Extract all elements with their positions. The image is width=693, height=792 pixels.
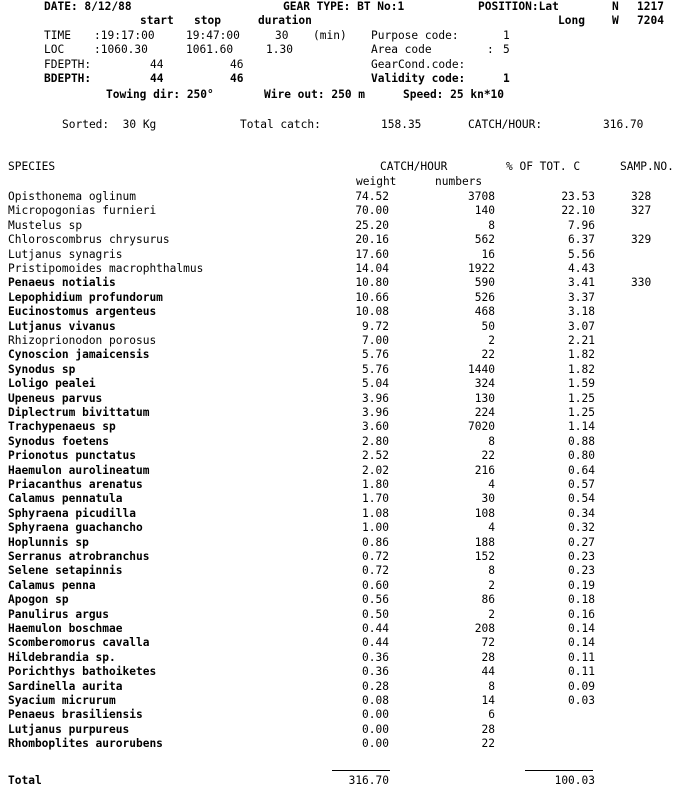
total-weight: 316.70 — [348, 774, 389, 787]
catch-weight: 2.80 — [362, 434, 389, 448]
table-row — [0, 392, 693, 406]
table-row — [0, 478, 693, 492]
catch-weight: 0.86 — [362, 535, 389, 549]
long-label: Long — [558, 14, 585, 27]
catch-weight: 3.96 — [362, 406, 389, 419]
table-row — [0, 608, 693, 622]
table-row — [0, 665, 693, 679]
towing-direction: Towing dir: 250° — [106, 88, 214, 101]
species-name: Pristipomoides macrophthalmus — [8, 262, 204, 275]
table-row — [0, 377, 693, 391]
table-row — [0, 291, 693, 305]
percent-of-total: 0.32 — [568, 521, 595, 535]
percent-of-total: 0.23 — [568, 564, 595, 578]
numbers-subheader: numbers — [435, 175, 483, 188]
catch-numbers: 562 — [474, 233, 495, 247]
catch-numbers: 152 — [474, 550, 495, 563]
table-row — [0, 363, 693, 377]
table-row — [0, 305, 693, 319]
total-catch-label: Total catch: — [240, 118, 321, 131]
species-name: Trachypenaeus sp — [8, 420, 116, 434]
catch-weight: 2.52 — [362, 449, 389, 463]
species-name: Priacanthus arenatus — [8, 478, 143, 491]
catch-numbers: 3708 — [468, 190, 495, 203]
catch-numbers: 8 — [488, 564, 495, 578]
table-row — [0, 219, 693, 233]
catch-numbers: 22 — [481, 348, 495, 362]
catch-numbers: 14 — [481, 694, 495, 707]
catch-hour-label: CATCH/HOUR: — [468, 118, 543, 131]
table-row — [0, 348, 693, 362]
time-stop: 19:47:00 — [186, 29, 240, 42]
species-name: Penaeus notialis — [8, 276, 116, 290]
percent-of-total: 0.18 — [568, 593, 595, 607]
catch-weight: 14.04 — [355, 262, 389, 275]
long-value: 7204 — [637, 14, 664, 27]
percent-of-total: 3.18 — [568, 305, 595, 319]
table-row — [0, 550, 693, 564]
species-name: Haemulon aurolineatum — [8, 463, 150, 477]
duration-column-label: duration — [258, 14, 312, 27]
table-row — [0, 593, 693, 607]
table-row — [0, 464, 693, 478]
long-hemisphere: W — [612, 14, 619, 27]
catch-numbers: 2 — [488, 334, 495, 347]
catch-numbers: 86 — [481, 593, 495, 607]
position-label: POSITION:Lat — [478, 0, 559, 13]
species-name: Prionotus punctatus — [8, 449, 136, 463]
catch-weight: 1.80 — [362, 478, 389, 491]
catch-numbers: 6 — [488, 708, 495, 722]
percent-of-total: 22.10 — [561, 204, 595, 218]
catch-weight: 0.08 — [362, 694, 389, 707]
percent-of-total: 23.53 — [561, 190, 595, 203]
catch-weight: 7.00 — [362, 334, 389, 347]
table-row — [0, 737, 693, 751]
percent-of-total: 0.27 — [568, 535, 595, 549]
table-row — [0, 694, 693, 708]
area-code-value: 5 — [503, 43, 510, 56]
catch-weight: 0.72 — [362, 564, 389, 578]
catch-weight: 10.66 — [355, 290, 389, 304]
species-name: Calamus pennatula — [8, 492, 123, 506]
catch-numbers: 50 — [481, 319, 495, 333]
percent-of-total: 1.25 — [568, 391, 595, 405]
catch-weight: 5.76 — [362, 362, 389, 376]
catch-numbers: 8 — [488, 218, 495, 232]
catch-weight: 0.56 — [362, 593, 389, 607]
species-name: Porichthys bathoiketes — [8, 665, 157, 679]
species-name: Sphyraena guachancho — [8, 521, 143, 535]
bdepth-start: 44 — [150, 72, 164, 85]
catch-numbers: 8 — [488, 434, 495, 448]
table-row — [0, 708, 693, 722]
catch-weight: 25.20 — [355, 218, 389, 232]
table-row — [0, 507, 693, 521]
species-name: Syacium micrurum — [8, 694, 116, 707]
sample-number: 328 — [631, 190, 652, 203]
catch-weight: 10.08 — [355, 305, 389, 319]
catch-numbers: 4 — [488, 478, 495, 491]
species-name: Sphyraena picudilla — [8, 506, 136, 520]
catch-weight: 0.50 — [362, 607, 389, 621]
species-name: Sardinella aurita — [8, 679, 123, 693]
lat-hemisphere: N — [612, 0, 619, 13]
percent-of-total: 1.25 — [568, 406, 595, 419]
species-name: Eucinostomus argenteus — [8, 305, 157, 319]
bdepth-stop: 46 — [230, 72, 244, 85]
species-name: Penaeus brasiliensis — [8, 708, 143, 722]
gearcond-label: GearCond.code: — [371, 58, 466, 71]
species-name: Upeneus parvus — [8, 391, 103, 405]
catch-weight: 0.00 — [362, 722, 389, 736]
table-row — [0, 334, 693, 348]
species-name: Panulirus argus — [8, 607, 110, 621]
table-row — [0, 492, 693, 506]
fdepth-stop: 46 — [230, 58, 244, 71]
catch-weight: 0.44 — [362, 636, 389, 650]
catch-numbers: 208 — [474, 622, 495, 635]
species-name: Lutjanus synagris — [8, 247, 123, 261]
catch-numbers: 108 — [474, 506, 495, 520]
percent-of-total: 7.96 — [568, 218, 595, 232]
percent-of-total: 6.37 — [568, 233, 595, 247]
percent-of-total: 0.09 — [568, 679, 595, 693]
catch-numbers: 30 — [481, 492, 495, 506]
species-name: Rhizoprionodon porosus — [8, 334, 157, 347]
table-row — [0, 521, 693, 535]
catch-weight: 1.08 — [362, 506, 389, 520]
species-name: Loligo pealei — [8, 377, 96, 391]
weight-total-rule — [332, 770, 390, 771]
catch-weight: 0.72 — [362, 550, 389, 563]
fdepth-start: 44 — [150, 58, 164, 71]
sample-number-column-header: SAMP.NO. — [620, 160, 674, 173]
loc-duration: 1.30 — [266, 43, 293, 56]
catch-numbers: 2 — [488, 607, 495, 621]
percent-of-total: 5.56 — [568, 247, 595, 261]
stop-column-label: stop — [194, 14, 221, 27]
species-name: Calamus penna — [8, 578, 96, 592]
species-column-header: SPECIES — [8, 160, 56, 173]
time-start: :19:17:00 — [94, 29, 155, 42]
table-row — [0, 449, 693, 463]
table-row — [0, 204, 693, 218]
loc-start: :1060.30 — [94, 43, 148, 56]
date-field: DATE: 8/12/88 — [44, 0, 132, 13]
species-name: Serranus atrobranchus — [8, 550, 150, 563]
percent-of-total: 0.57 — [568, 478, 595, 491]
catch-numbers: 188 — [474, 535, 495, 549]
validity-code-label: Validity code: — [371, 72, 466, 85]
percent-of-total: 3.07 — [568, 319, 595, 333]
catch-numbers: 7020 — [468, 420, 495, 434]
percent-of-total: 1.82 — [568, 362, 595, 376]
catch-weight: 1.00 — [362, 521, 389, 535]
table-row — [0, 320, 693, 334]
table-row — [0, 190, 693, 204]
percent-of-total: 0.88 — [568, 434, 595, 448]
catch-weight: 0.44 — [362, 622, 389, 635]
table-row — [0, 622, 693, 636]
percent-of-total: 0.34 — [568, 506, 595, 520]
catch-hour-value: 316.70 — [603, 118, 644, 131]
catch-weight: 9.72 — [362, 319, 389, 333]
percent-of-total: 0.14 — [568, 622, 595, 635]
percent-of-total: 0.54 — [568, 492, 595, 506]
catch-weight: 1.70 — [362, 492, 389, 506]
catch-weight: 3.60 — [362, 420, 389, 434]
table-row — [0, 420, 693, 434]
catch-weight: 17.60 — [355, 247, 389, 261]
catch-numbers: 324 — [474, 377, 495, 391]
table-row — [0, 248, 693, 262]
pct-total-rule — [525, 770, 593, 771]
bdepth-label: BDEPTH: — [44, 72, 92, 85]
fdepth-label: FDEPTH: — [44, 58, 92, 71]
table-row — [0, 406, 693, 420]
catch-numbers: 216 — [474, 463, 495, 477]
catch-weight: 5.04 — [362, 377, 389, 391]
catch-weight: 20.16 — [355, 233, 389, 247]
speed: Speed: 25 kn*10 — [403, 88, 505, 101]
catch-numbers: 130 — [474, 391, 495, 405]
catch-weight: 2.02 — [362, 463, 389, 477]
table-row — [0, 276, 693, 290]
table-row — [0, 651, 693, 665]
area-code-label: Area code — [371, 43, 432, 56]
species-name: Synodus sp — [8, 362, 76, 376]
species-name: Haemulon boschmae — [8, 622, 123, 635]
gear-type-field: GEAR TYPE: BT No:1 — [283, 0, 405, 13]
catch-weight: 0.60 — [362, 578, 389, 592]
species-name: Opisthonema oglinum — [8, 190, 136, 203]
species-name: Apogon sp — [8, 593, 69, 607]
table-row — [0, 435, 693, 449]
catch-numbers: 28 — [481, 722, 495, 736]
time-unit: (min) — [313, 29, 347, 42]
species-name: Rhomboplites aurorubens — [8, 737, 163, 751]
pct-total-column-header: % OF TOT. C — [506, 160, 581, 173]
percent-of-total: 2.21 — [568, 334, 595, 347]
validity-code-value: 1 — [503, 72, 510, 85]
catch-weight: 70.00 — [355, 204, 389, 218]
species-name: Synodus foetens — [8, 434, 110, 448]
catch-numbers: 468 — [474, 305, 495, 319]
time-label: TIME — [44, 29, 71, 42]
time-duration: 30 — [275, 29, 289, 42]
catch-hour-column-header: CATCH/HOUR — [380, 160, 448, 173]
table-row — [0, 579, 693, 593]
catch-weight: 0.00 — [362, 708, 389, 722]
species-name: Mustelus sp — [8, 218, 83, 232]
sample-number: 329 — [631, 233, 652, 247]
sorted-weight: Sorted: 30 Kg — [62, 118, 157, 131]
catch-weight: 0.28 — [362, 679, 389, 693]
catch-numbers: 526 — [474, 290, 495, 304]
table-row — [0, 564, 693, 578]
species-name: Hildebrandia sp. — [8, 650, 116, 664]
percent-of-total: 0.64 — [568, 463, 595, 477]
catch-numbers: 1922 — [468, 262, 495, 275]
species-name: Scomberomorus cavalla — [8, 636, 150, 650]
catch-weight: 10.80 — [355, 276, 389, 290]
catch-numbers: 22 — [481, 737, 495, 751]
purpose-code-label: Purpose code: — [371, 29, 459, 42]
wire-out: Wire out: 250 m — [264, 88, 366, 101]
species-name: Diplectrum bivittatum — [8, 406, 150, 419]
percent-of-total: 0.80 — [568, 449, 595, 463]
catch-numbers: 140 — [474, 204, 495, 218]
catch-numbers: 224 — [474, 406, 495, 419]
table-row — [0, 536, 693, 550]
percent-of-total: 0.03 — [568, 694, 595, 707]
catch-numbers: 4 — [488, 521, 495, 535]
catch-numbers: 44 — [481, 665, 495, 679]
species-name: Selene setapinnis — [8, 564, 123, 578]
percent-of-total: 0.16 — [568, 607, 595, 621]
table-row — [0, 262, 693, 276]
total-catch-value: 158.35 — [381, 118, 422, 131]
catch-weight: 0.00 — [362, 737, 389, 751]
area-code-colon: : — [487, 43, 494, 56]
loc-stop: 1061.60 — [186, 43, 234, 56]
catch-numbers: 28 — [481, 650, 495, 664]
species-name: Lutjanus purpureus — [8, 722, 130, 736]
table-row — [0, 636, 693, 650]
catch-weight: 5.76 — [362, 348, 389, 362]
percent-of-total: 0.23 — [568, 550, 595, 563]
start-column-label: start — [140, 14, 174, 27]
catch-numbers: 2 — [488, 578, 495, 592]
weight-subheader: weight — [356, 175, 397, 188]
percent-of-total: 0.19 — [568, 578, 595, 592]
catch-numbers: 590 — [474, 276, 495, 290]
sample-number: 327 — [631, 204, 652, 218]
species-name: Hoplunnis sp — [8, 535, 89, 549]
sample-number: 330 — [631, 276, 652, 290]
percent-of-total: 4.43 — [568, 262, 595, 275]
catch-numbers: 22 — [481, 449, 495, 463]
species-name: Chloroscombrus chrysurus — [8, 233, 170, 247]
catch-numbers: 72 — [481, 636, 495, 650]
catch-weight: 74.52 — [355, 190, 389, 203]
species-name: Micropogonias furnieri — [8, 204, 157, 218]
percent-of-total: 0.11 — [568, 650, 595, 664]
purpose-code-value: 1 — [503, 29, 510, 42]
catch-weight: 0.36 — [362, 665, 389, 679]
percent-of-total: 1.59 — [568, 377, 595, 391]
catch-numbers: 8 — [488, 679, 495, 693]
catch-weight: 0.36 — [362, 650, 389, 664]
lat-value: 1217 — [637, 0, 664, 13]
percent-of-total: 1.14 — [568, 420, 595, 434]
table-row — [0, 233, 693, 247]
table-row — [0, 680, 693, 694]
total-percent: 100.03 — [554, 774, 595, 787]
catch-numbers: 1440 — [468, 362, 495, 376]
percent-of-total: 0.14 — [568, 636, 595, 650]
species-name: Lepophidium profundorum — [8, 290, 163, 304]
percent-of-total: 1.82 — [568, 348, 595, 362]
percent-of-total: 3.37 — [568, 290, 595, 304]
catch-numbers: 16 — [481, 247, 495, 261]
species-name: Lutjanus vivanus — [8, 319, 116, 333]
total-label: Total — [8, 774, 42, 787]
percent-of-total: 0.11 — [568, 665, 595, 679]
species-name: Cynoscion jamaicensis — [8, 348, 150, 362]
percent-of-total: 3.41 — [568, 276, 595, 290]
catch-weight: 3.96 — [362, 391, 389, 405]
loc-label: LOC — [44, 43, 65, 56]
table-row — [0, 723, 693, 737]
